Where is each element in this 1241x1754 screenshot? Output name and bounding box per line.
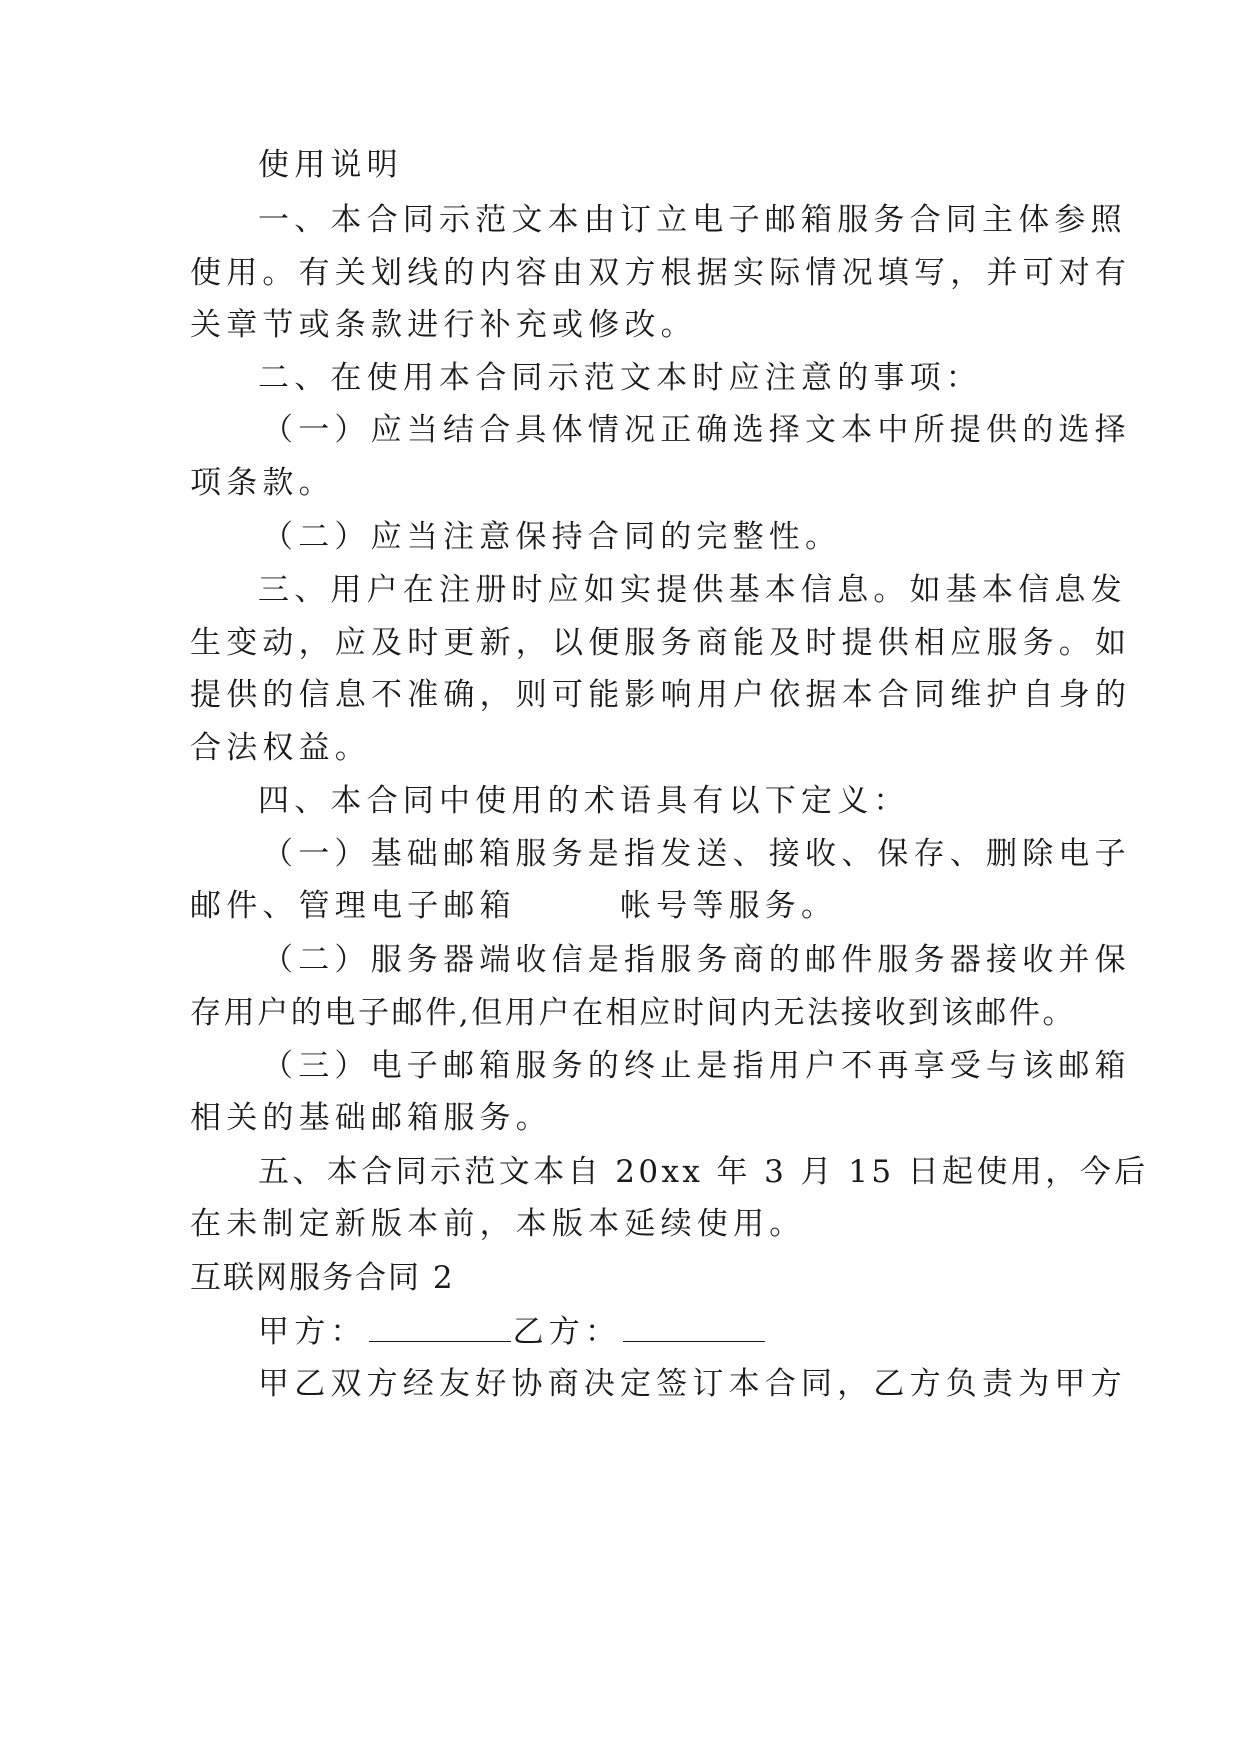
paragraph-line: 关章节或条款进行补充或修改。 (190, 307, 697, 343)
paragraph-line: 五、本合同示范文本自 20xx 年 3 月 15 日起使用，今后 (258, 1154, 1149, 1190)
paragraph-line: 邮件、管理电子邮箱 (190, 888, 516, 924)
paragraph-line: 使用。有关划线的内容由双方根据实际情况填写，并可对有 (190, 255, 1132, 291)
paragraph-line: （三）电子邮箱服务的终止是指用户不再享受与该邮箱 (262, 1048, 1131, 1084)
party-a-label: 甲方： (258, 1314, 367, 1350)
paragraph-line: 甲乙双方经友好协商决定签订本合同，乙方负责为甲方 (258, 1366, 1127, 1402)
paragraph-line: （一）基础邮箱服务是指发送、接收、保存、删除电子 (262, 836, 1131, 872)
paragraph-line: 在未制定新版本前，本版本延续使用。 (190, 1206, 806, 1242)
section-title: 使用说明 (258, 147, 403, 183)
party-line (258, 1311, 1118, 1352)
paragraph-line: 项条款。 (190, 465, 335, 501)
paragraph-line: 二、在使用本合同示范文本时应注意的事项： (258, 360, 982, 396)
paragraph-line: 相关的基础邮箱服务。 (190, 1100, 552, 1136)
party-a-blank (369, 1311, 511, 1342)
party-b-label: 乙方： (512, 1314, 622, 1350)
contract-heading: 互联网服务合同 2 (190, 1260, 455, 1296)
paragraph-line: （二）服务器端收信是指服务商的邮件服务器接收并保 (262, 942, 1131, 978)
paragraph-line: 生变动，应及时更新，以便服务商能及时提供相应服务。如 (190, 625, 1132, 661)
paragraph-line: 存用户的电子邮件,但用户在相应时间内无法接收到该邮件。 (190, 995, 1077, 1031)
paragraph-line: 一、本合同示范文本由订立电子邮箱服务合同主体参照 (258, 202, 1127, 238)
paragraph-line: 提供的信息不准确，则可能影响用户依据本合同维护自身的 (190, 677, 1132, 713)
paragraph-line: 四、本合同中使用的术语具有以下定义： (258, 783, 910, 819)
paragraph-line: 三、用户在注册时应如实提供基本信息。如基本信息发 (258, 572, 1127, 608)
party-b-blank (623, 1311, 765, 1342)
paragraph-line: 帐号等服务。 (620, 888, 838, 924)
paragraph-line: 合法权益。 (190, 730, 371, 766)
paragraph-line: （一）应当结合具体情况正确选择文本中所提供的选择 (262, 412, 1131, 448)
paragraph-line: （二）应当注意保持合同的完整性。 (262, 519, 842, 555)
